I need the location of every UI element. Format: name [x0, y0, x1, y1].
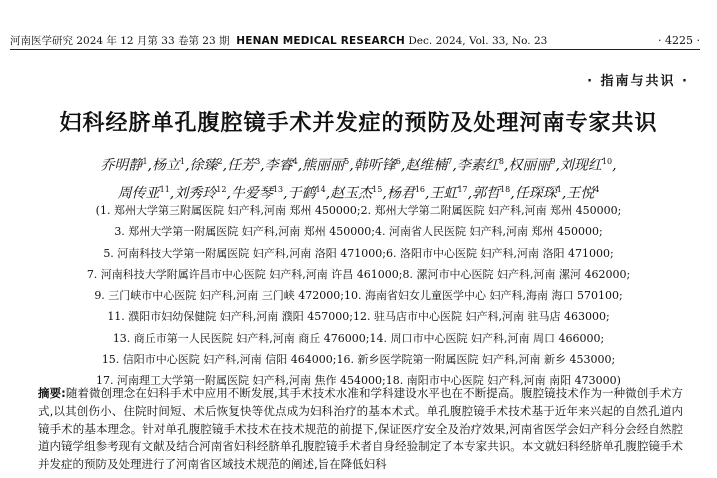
abstract — [38, 385, 683, 474]
author-name: 杨立 — [151, 157, 180, 174]
author-name: 刘现红 — [559, 157, 602, 174]
author-affiliation-number: 11 — [159, 184, 170, 194]
affiliation-line: 3. 郑州大学第一附属医院 妇产科,河南 郑州 450000;4. 河南省人民医院 妇产科,河南 郑州 450000; — [114, 225, 603, 239]
author-name: 杨君 — [386, 185, 415, 202]
author-name: 李素红 — [456, 157, 499, 174]
author-affiliation-number: 16 — [414, 184, 425, 194]
author-affiliation-number: 15 — [372, 184, 383, 194]
author-line: 乔明静$^1$,杨立$^1$,徐臻$^2$,任芳$^3$,李睿$^4$,熊丽丽$^5$,韩听锋$^6$,赵维楠$^7$,李素红$^8$,权丽丽$^9$,刘现红$^{10}$, — [100, 157, 617, 174]
abstract-text: 随着微创理念在妇科手术中应用不断发展,其手术技术水准和学科建设水平也在不断提高。腹腔镜技术作为一种微创手术方式,以其创伤小、住院时间短、术后恢复快等优点成为妇科治疗的基本术式。单孔腹腔镜手术技术基于近年来兴起的自然孔道内镜手术的基本理念。针对单孔腹腔镜手术技术在技术规范的前提下,保证医疗安全及治疗效果,河南省医学会妇产科分会经自然腔道内镜学组参考现有文献及结合河南省妇科经脐单孔腹腔镜手术者自身经验制定了本专家共识。本文就妇科经脐单孔腹腔镜手术并发症的预防及处理进行了河南省区域技术规范的阐述,旨在降低妇科 — [38, 386, 683, 472]
author-affiliation-number: 10 — [601, 157, 613, 166]
author-name: 周传亚 — [117, 185, 160, 202]
affiliation-line: 17. 河南理工大学第一附属医院 妇产科,河南 焦作 454000;18. 南阳市中心医院 妇产科,河南 南阳 473000) — [96, 374, 621, 388]
author-affiliation-number: 1 — [556, 184, 562, 194]
author-name: 徐臻 — [189, 157, 218, 174]
author-name: 任芳 — [227, 157, 256, 174]
author-name: 李睿 — [264, 157, 293, 174]
author-name: 于鹤 — [287, 185, 316, 202]
affiliation-line: 9. 三门峡市中心医院 妇产科,河南 三门峡 472000;10. 海南省妇女儿童医学中心 妇产科,海南 海口 570100; — [94, 289, 623, 303]
affiliation-line: 11. 濮阳市妇幼保健院 妇产科,河南 濮阳 457000;12. 驻马店市中心医院 妇产科,河南 驻马店 463000; — [107, 310, 610, 324]
author-name: 权丽丽 — [508, 157, 551, 174]
affiliations — [0, 200, 717, 392]
author-affiliation-number: 3 — [255, 157, 261, 166]
article-title: 妇科经脐单孔腹腔镜手术并发症的预防及处理河南专家共识 — [59, 111, 658, 136]
author-affiliation-number: 5 — [344, 157, 350, 166]
author-name: 韩听锋 — [353, 157, 396, 174]
author-affiliation-number: 13 — [272, 184, 284, 194]
author-affiliation-number: 6 — [395, 157, 401, 166]
author-name: 赵维楠 — [405, 157, 448, 174]
author-affiliation-number: 2 — [217, 157, 223, 166]
journal-issue-en: Dec. 2024, Vol. 33, No. 23 — [408, 35, 548, 47]
author-line: 周传亚$^{11}$,刘秀玲$^{12}$,牛爱琴$^{13}$,于鹤$^{14}$,赵玉杰$^{15}$,杨君$^{16}$,王虹$^{17}$,郭哲$^{18}$,任琛琛$^1$,王悦$^4$ — [117, 184, 600, 202]
author-affiliation-number: 4 — [594, 184, 600, 194]
author-affiliation-number: 17 — [457, 184, 468, 194]
journal-name-en: HENAN MEDICAL RESEARCH — [236, 35, 406, 47]
author-affiliation-number: 9 — [550, 157, 556, 166]
author-affiliation-number: 8 — [498, 157, 504, 166]
author-affiliation-number: 1 — [179, 157, 186, 166]
affiliation-line: (1. 郑州大学第三附属医院 妇产科,河南 郑州 450000;2. 郑州大学第二附属医院 妇产科,河南 郑州 450000; — [95, 204, 622, 217]
author-name: 郭哲 — [472, 185, 501, 202]
author-affiliation-number: 4 — [292, 157, 298, 166]
page-number: · 4225 · — [658, 34, 700, 47]
affiliation-line: 5. 河南科技大学第一附属医院 妇产科,河南 洛阳 471000;6. 洛阳市中心医院 妇产科,河南 洛阳 471000; — [103, 246, 614, 260]
header-rule — [10, 49, 700, 50]
author-name: 熊丽丽 — [302, 157, 345, 174]
author-name: 乔明静 — [100, 157, 143, 174]
author-name: 刘秀玲 — [174, 185, 217, 202]
column-label: · 指南与共识 · — [587, 74, 689, 89]
author-affiliation-number: 12 — [216, 184, 227, 194]
abstract-label: 摘要: — [38, 386, 66, 400]
author-affiliation-number: 18 — [500, 184, 511, 194]
author-name: 任琛琛 — [514, 185, 557, 202]
author-name: 赵玉杰 — [330, 185, 373, 202]
affiliation-line: 15. 信阳市中心医院 妇产科,河南 信阳 464000;16. 新乡医学院第一附属医院 妇产科,河南 新乡 453000; — [101, 353, 616, 367]
journal-citation — [10, 34, 547, 48]
author-name: 王悦 — [566, 185, 595, 202]
running-header — [10, 34, 700, 48]
author-affiliation-number: 7 — [447, 157, 453, 166]
journal-name-cn: 河南医学研究 2024 年 12 月第 33 卷第 23 期 — [10, 35, 230, 47]
affiliation-line: 13. 商丘市第一人民医院 妇产科,河南 商丘 476000;14. 周口市中心医院 妇产科,河南 周口 466000; — [112, 331, 605, 345]
author-affiliation-number: 14 — [315, 184, 326, 194]
author-affiliation-number: 1 — [142, 157, 148, 166]
affiliation-line: 7. 河南科技大学附属许昌市中心医院 妇产科,河南 许昌 461000;8. 漯河市中心医院 妇产科,河南 漯河 462000; — [86, 267, 631, 281]
author-list — [0, 150, 717, 205]
author-name: 牛爱琴 — [230, 185, 273, 202]
author-name: 王虹 — [429, 185, 458, 202]
